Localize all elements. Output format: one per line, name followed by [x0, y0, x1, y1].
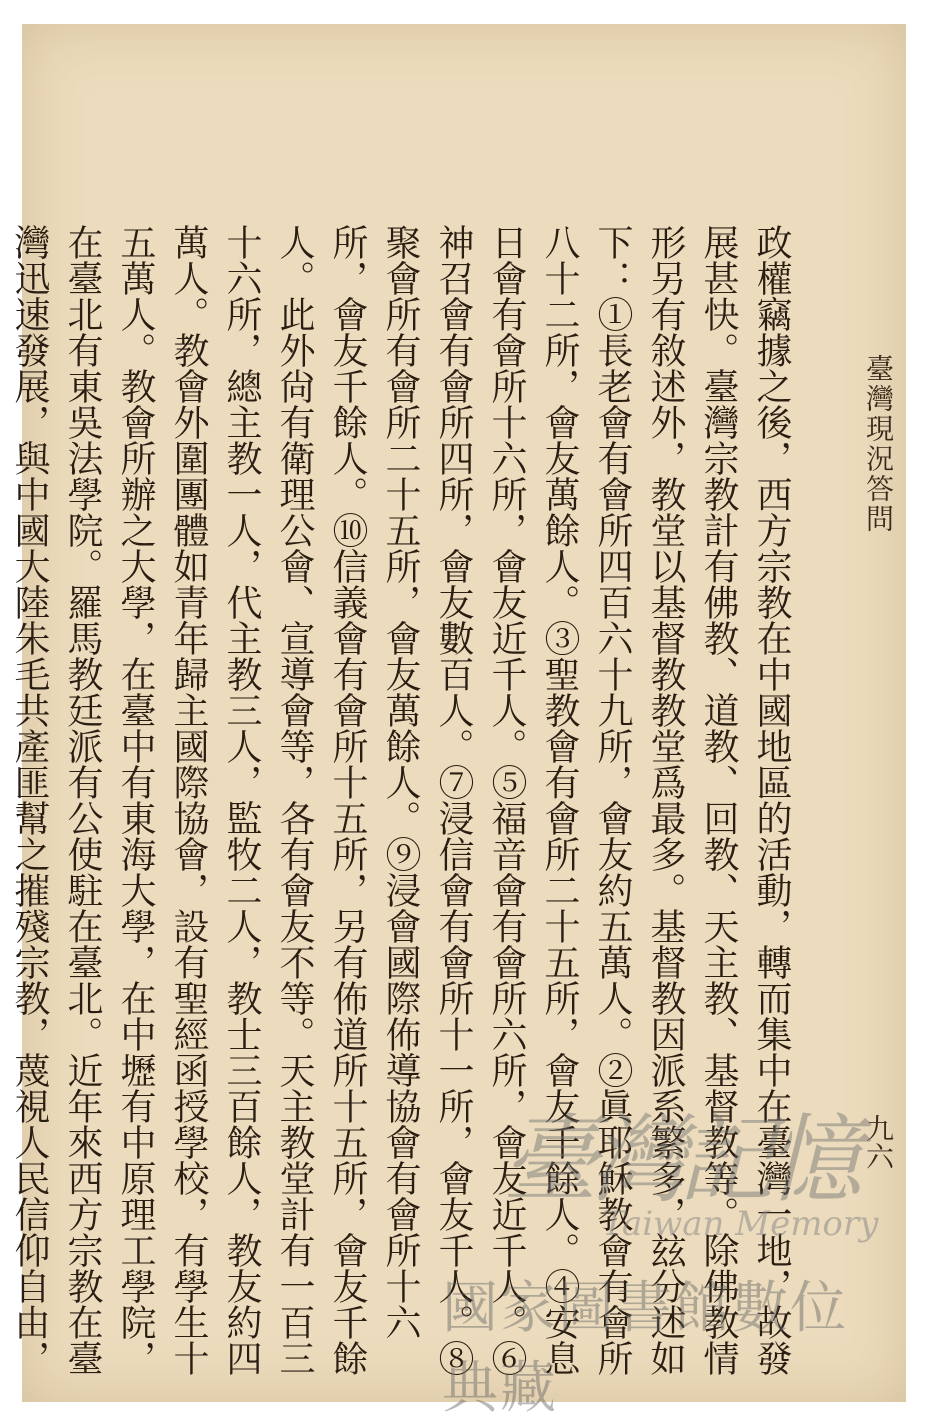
watermark-logo-script: 臺灣記憶: [502, 1104, 854, 1216]
paragraph: 政權竊據之後，西方宗教在中國地區的活動，轉而集中在臺灣一地，故發展甚快。臺灣宗教計有佛教、道教、回教、天主教、基督教等。除佛教情形另有敘述外，教堂以基督教教堂爲最多。基督教因派系繁多，玆分述如下：①長老會有會所四百六十九所，會友約五萬人。②眞耶穌教會有會所八十二所，會友萬餘人。③聖教會有會所二十五所，會友千餘人。④安息日會有會所十六所，會友近千人。⑤福音會有會所六所，會友近千人。⑥神召會有會所四所，會友數百人。⑦浸信會有會所十一所，會友千人。⑧聚會所有會所二十五所，會友萬餘人。⑨浸會國際佈導協會有會所十六所，會友千餘人。⑩信義會有會所十五所，另有佈道所十五所，會友千餘人。此外尙有衛理公會、宣導會等，各有會友不等。天主教堂計有一百三十六所，總主教一人，代主教三人，監牧二人，教士三百餘人，教友約四萬人。教會外圍團體如青年歸主國際協會，設有聖經函授學校，有學生十五萬人。教會所辦之大學，在臺中有東海大學，在中壢有中原理工學院，在臺北有東吳法學院。羅馬教廷派有公使駐在臺北。近年來西方宗教在臺灣迅速發展，與中國大陸朱毛共產匪幫之摧殘宗教，蔑視人民信仰自由，: [9, 224, 792, 1376]
watermark-library-name: 國家圖書館數位典藏: [442, 1276, 848, 1421]
running-header: 臺灣現況答問: [862, 354, 895, 534]
page-number: 九六: [862, 1114, 895, 1170]
scanned-page: [9, 24, 906, 1421]
taiwan-memory-watermark: [442, 1084, 882, 1421]
watermark-english: Taiwan Memory: [602, 1204, 879, 1244]
